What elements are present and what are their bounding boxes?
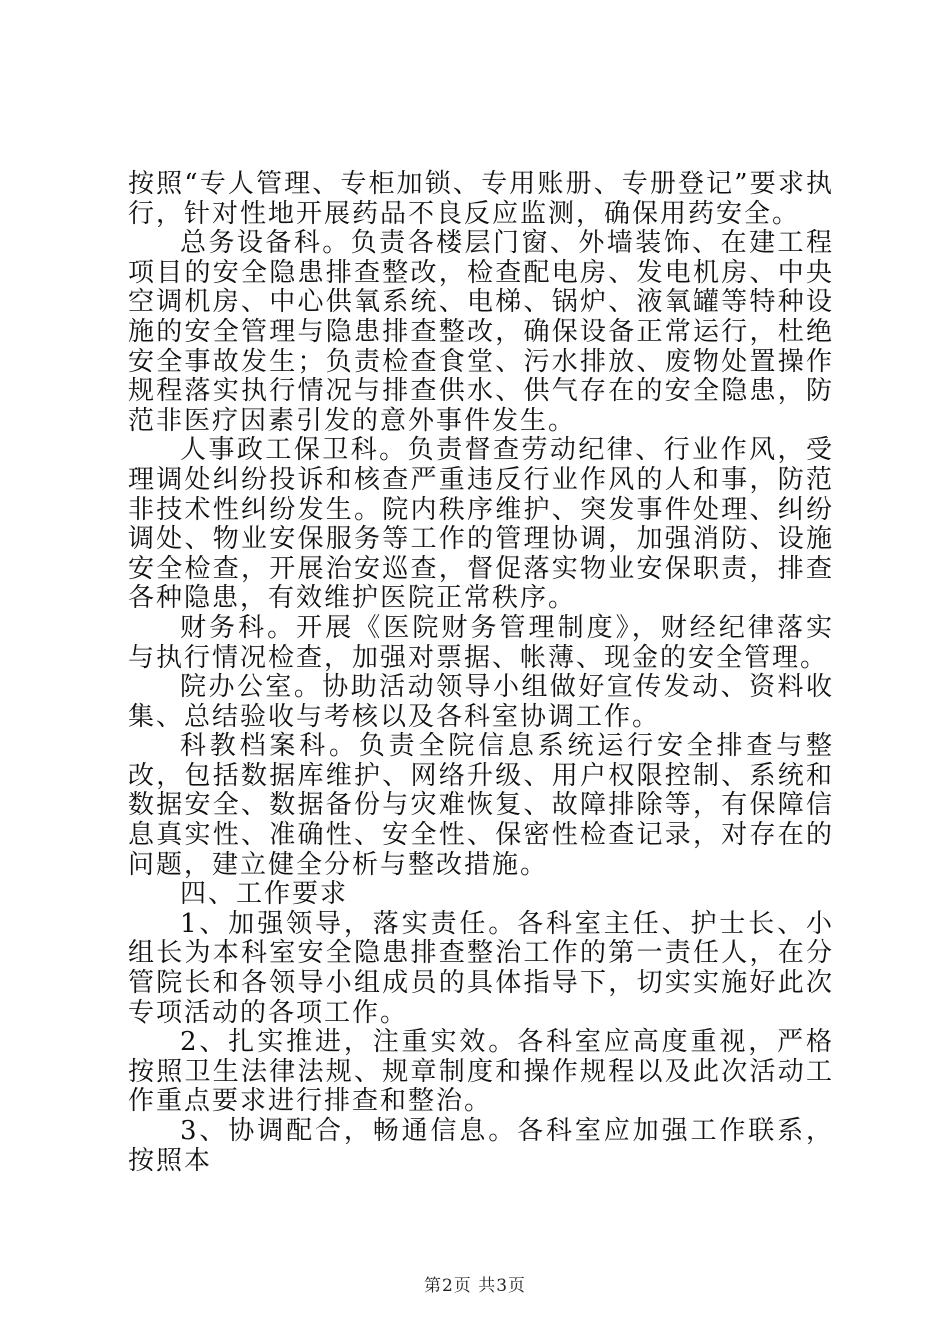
paragraph-science-archives: 科教档案科。负责全院信息系统运行安全排查与整改，包括数据库维护、网络升级、用户权限控制、系统和数据安全、数据备份与灾难恢复、故障排除等，有保障信息真实性、准确性、安全性、保密性检查记录，对存在的问题，建立健全分析与整改措施。 xyxy=(128,731,834,880)
section-heading-work-requirements: 四、工作要求 xyxy=(180,879,349,910)
paragraph-hospital-office: 院办公室。协助活动领导小组做好宣传发动、资料收集、总结验收与考核以及各科室协调工作。 xyxy=(128,672,834,732)
page-number-footer: 第2页 共3页 xyxy=(423,1276,527,1296)
paragraph-personnel-security: 人事政工保卫科。负责督查劳动纪律、行业作风，受理调处纠纷投诉和核查严重违反行业作风的人和事，防范非技术性纠纷发生。院内秩序维护、突发事件处理、纠纷调处、物业安保服务等工作的管理协调，加强消防、设施安全检查，开展治安巡查，督促落实物业安保职责，排查各种隐患，有效维护医院正常秩序。 xyxy=(128,435,834,614)
paragraph-requirement-3: 3、协调配合，畅通信息。各科室应加强工作联系，按照本 xyxy=(128,1116,834,1176)
document-body xyxy=(128,170,834,1176)
paragraph-finance: 财务科。开展《医院财务管理制度》，财经纪律落实与执行情况检查，加强对票据、帐薄、现金的安全管理。 xyxy=(128,612,834,673)
paragraph-general-affairs: 总务设备科。负责各楼层门窗、外墙装饰、在建工程项目的安全隐患排查整改，检查配电房、发电机房、中央空调机房、中心供氧系统、电梯、锅炉、液氧罐等特种设施的安全管理与隐患排查整改，确保设备正常运行，杜绝安全事故发生；负责检查食堂、污水排放、废物处置操作规程落实执行情况与排查供水、供气存在的安全隐患，防范非医疗因素引发的意外事件发生。 xyxy=(128,228,834,436)
paragraph-continuation: 按照“专人管理、专柜加锁、专用账册、专册登记”要求执行，针对性地开展药品不良反应监测，确保用药安全。 xyxy=(128,169,834,229)
paragraph-requirement-2: 2、扎实推进，注重实效。各科室应高度重视，严格按照卫生法律法规、规章制度和操作规程以及此次活动工作重点要求进行排查和整治。 xyxy=(128,1027,834,1117)
paragraph-requirement-1: 1、加强领导，落实责任。各科室主任、护士长、小组长为本科室安全隐患排查整治工作的第一责任人，在分管院长和各领导小组成员的具体指导下，切实实施好此次专项活动的各项工作。 xyxy=(128,908,834,1028)
